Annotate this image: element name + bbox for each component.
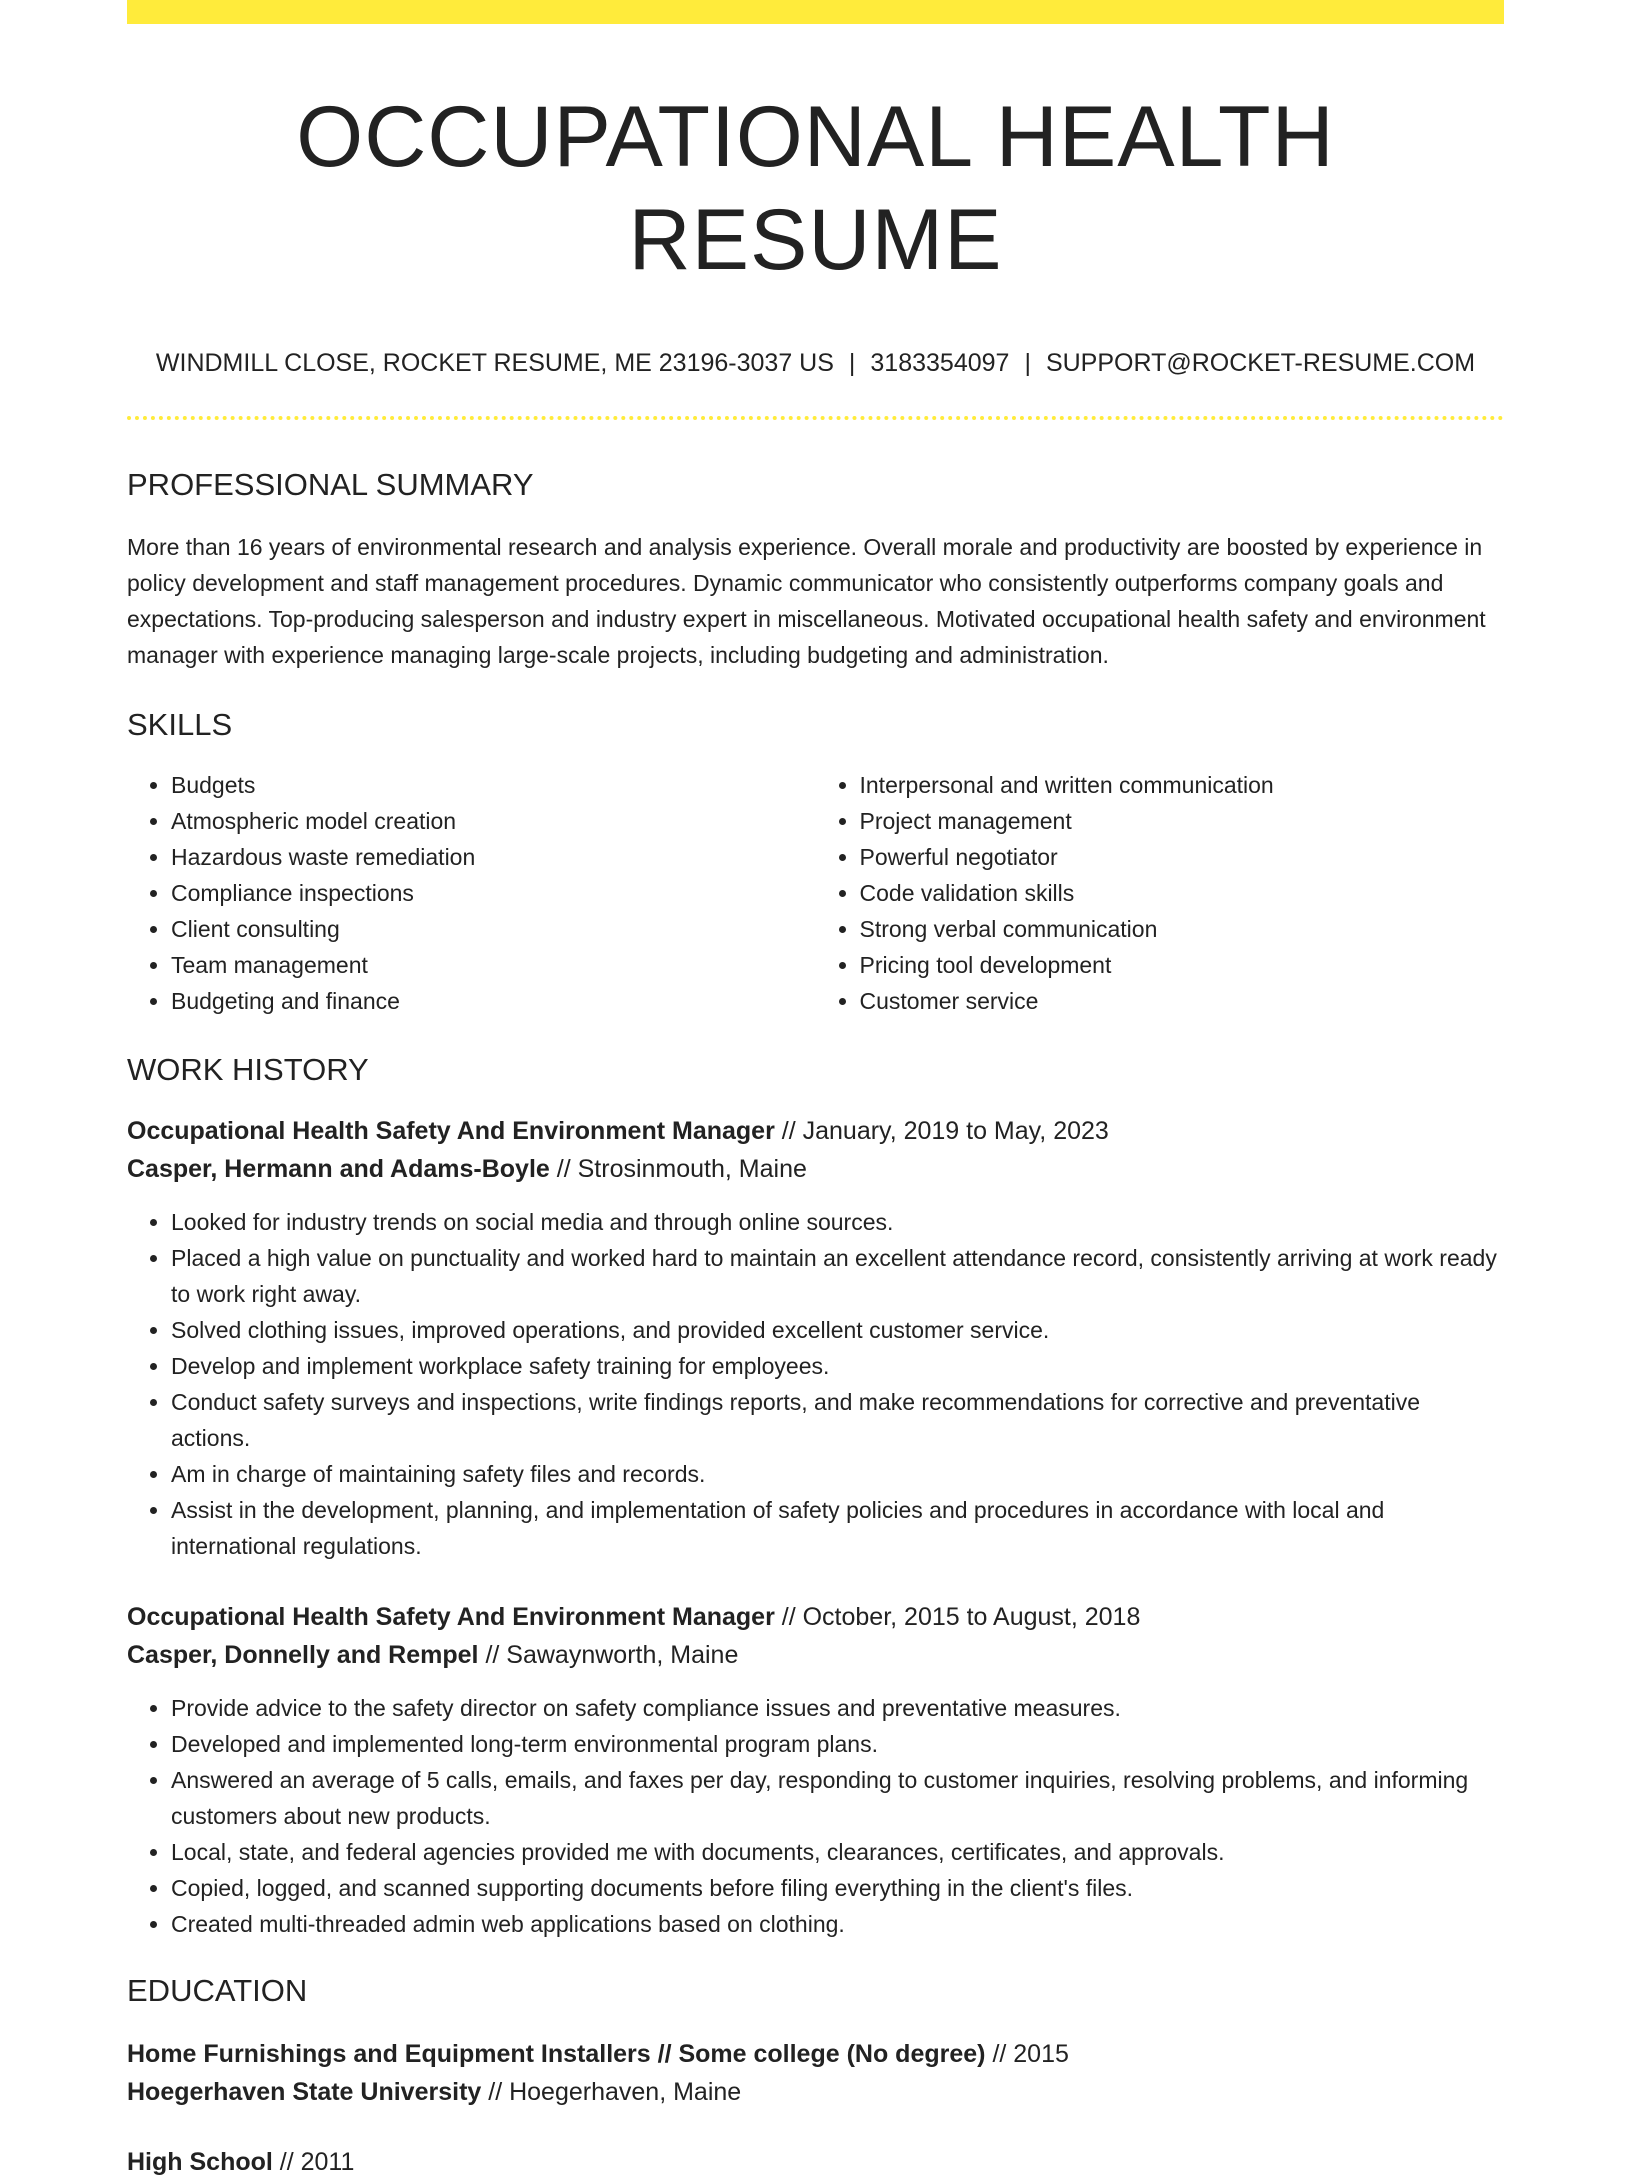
job-bullet: • Created multi-threaded admin web applications based on clothing.: [171, 1906, 1504, 1942]
job-bullet: • Looked for industry trends on social media and through online sources.: [171, 1204, 1504, 1240]
contact-separator: |: [848, 349, 856, 378]
skill-item: • Project management: [860, 803, 1505, 839]
skill-item: • Budgeting and finance: [171, 983, 816, 1019]
skill-item: • Strong verbal communication: [860, 911, 1505, 947]
dotted-divider: [127, 416, 1504, 420]
skill-item: • Budgets: [171, 767, 816, 803]
skills-grid: [127, 767, 1504, 1019]
resume-title: OCCUPATIONAL HEALTH RESUME: [296, 89, 1335, 289]
education-year: // 2011: [279, 2148, 355, 2177]
skill-item: • Code validation skills: [860, 875, 1505, 911]
skill-item: • Compliance inspections: [171, 875, 816, 911]
contact-phone: 3183354097: [870, 349, 1010, 378]
job-bullet: • Solved clothing issues, improved operations, and provided excellent customer service.: [171, 1312, 1504, 1348]
education-degree: High School: [127, 2148, 273, 2177]
job-bullet: • Develop and implement workplace safety training for employees.: [171, 1348, 1504, 1384]
education-degree-line: [127, 2143, 1504, 2181]
education-entry: [127, 2035, 1504, 2111]
job-bullet: • Copied, logged, and scanned supporting documents before filing everything in the client's files.: [171, 1870, 1504, 1906]
job-company-line: [127, 1636, 1504, 1674]
job-location: // Strosinmouth, Maine: [556, 1154, 807, 1183]
skill-item: • Atmospheric model creation: [171, 803, 816, 839]
job-title-line: [127, 1598, 1504, 1636]
job-company-line: [127, 1150, 1504, 1188]
job-bullet: • Am in charge of maintaining safety files and records.: [171, 1456, 1504, 1492]
education-location: // Hoegerhaven, Maine: [488, 2078, 742, 2107]
skill-item: • Team management: [171, 947, 816, 983]
education-school: Hoegerhaven State University: [127, 2078, 482, 2107]
job-bullet: • Assist in the development, planning, and implementation of safety policies and procedures in accordance with local and international regulations.: [171, 1492, 1504, 1564]
contact-separator: |: [1024, 349, 1031, 378]
education-heading: EDUCATION: [127, 1972, 308, 2008]
summary-heading: PROFESSIONAL SUMMARY: [127, 467, 534, 503]
resume-page: [127, 0, 1504, 2181]
education-degree-line: [127, 2035, 1504, 2073]
education-year: // 2015: [992, 2040, 1069, 2069]
skill-item: • Pricing tool development: [860, 947, 1505, 983]
job-title-line: [127, 1112, 1504, 1150]
skills-left-list: [127, 767, 816, 1019]
education-degree: Home Furnishings and Equipment Installers // Some college (No degree): [127, 2040, 986, 2069]
job-location: // Sawaynworth, Maine: [485, 1640, 739, 1669]
skill-item: • Client consulting: [171, 911, 816, 947]
job-bullet: • Provide advice to the safety director on safety compliance issues and preventative measures.: [171, 1690, 1504, 1726]
job-dates: // October, 2015 to August, 2018: [781, 1602, 1141, 1631]
skill-item: • Interpersonal and written communication: [860, 767, 1505, 803]
job-bullets: [127, 1204, 1504, 1564]
skills-heading: SKILLS: [127, 706, 233, 742]
job-bullet: • Answered an average of 5 calls, emails, and faxes per day, responding to customer inquiries, resolving problems, and informing customers about new products.: [171, 1762, 1504, 1834]
job-role: Occupational Health Safety And Environment Manager: [127, 1602, 775, 1631]
contact-line: [127, 348, 1504, 378]
job-bullet: • Local, state, and federal agencies provided me with documents, clearances, certificates, and approvals.: [171, 1834, 1504, 1870]
job-bullet: • Conduct safety surveys and inspections, write findings reports, and make recommendations for corrective and preventative actions.: [171, 1384, 1504, 1456]
job-bullets: [127, 1690, 1504, 1942]
skill-item: • Powerful negotiator: [860, 839, 1505, 875]
education-school-line: [127, 2073, 1504, 2111]
education-entry: [127, 2143, 1504, 2181]
job-bullet: • Developed and implemented long-term environmental program plans.: [171, 1726, 1504, 1762]
skills-right-list: [816, 767, 1505, 1019]
skill-item: • Customer service: [860, 983, 1505, 1019]
skill-item: • Hazardous waste remediation: [171, 839, 816, 875]
job-dates: // January, 2019 to May, 2023: [781, 1116, 1109, 1145]
contact-address: WINDMILL CLOSE, ROCKET RESUME, ME 23196-3037 US: [155, 349, 834, 378]
contact-email: SUPPORT@ROCKET-RESUME.COM: [1045, 349, 1476, 378]
job-entry: [127, 1598, 1504, 1942]
job-company: Casper, Donnelly and Rempel: [127, 1640, 479, 1669]
work-history-heading: WORK HISTORY: [127, 1051, 369, 1087]
job-entry: [127, 1112, 1504, 1564]
job-bullet: • Placed a high value on punctuality and worked hard to maintain an excellent attendance record, consistently arriving at work ready to work right away.: [171, 1240, 1504, 1312]
job-company: Casper, Hermann and Adams-Boyle: [127, 1154, 550, 1183]
job-role: Occupational Health Safety And Environment Manager: [127, 1116, 775, 1145]
summary-text: More than 16 years of environmental research and analysis experience. Overall morale and productivity are boosted by experience in policy development and staff management procedures. Dynamic communicator who consistently outperforms company goals and expectations. Top-producing salesperson and industry expert in miscellaneous. Motivated occupational health safety and environment manager with experience managing large-scale projects, including budgeting and administration.: [127, 533, 1486, 668]
accent-top-bar: [127, 0, 1504, 24]
